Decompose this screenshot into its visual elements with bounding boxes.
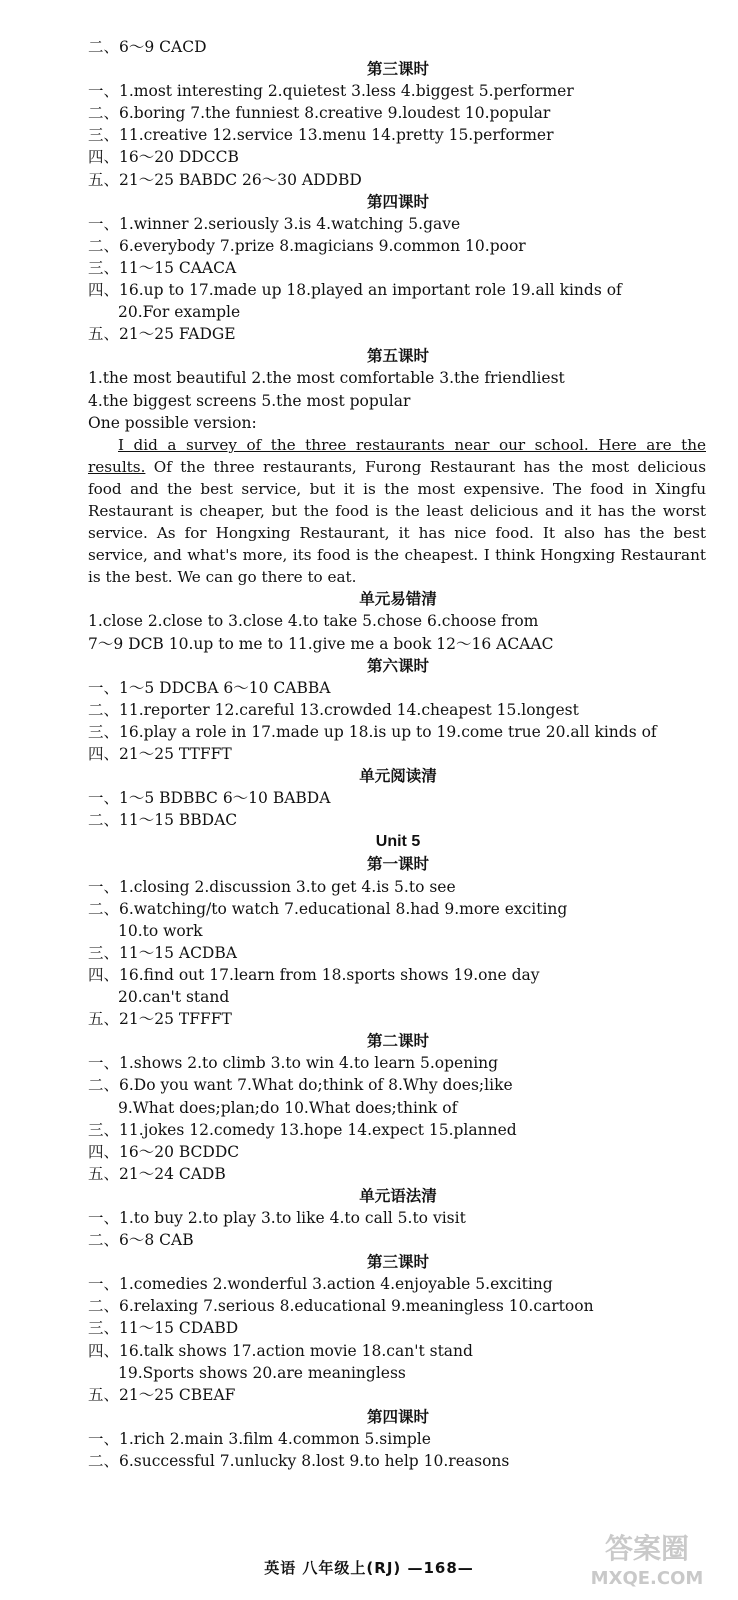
answer-line: 7～9 DCB 10.up to me to 11.give me a book 12～16 ACAAC [88, 634, 554, 653]
watermark-bottom-text: MXQE.COM [590, 1568, 704, 1589]
answer-line: 四、16.up to 17.made up 18.played an important role 19.all kinds of [88, 281, 622, 300]
answer-line: 三、11～15 ACDBA [88, 943, 237, 962]
section-heading: 第四课时 [366, 192, 429, 211]
answer-line: 三、11～15 CAACA [88, 258, 237, 277]
answer-line: 二、6.everybody 7.prize 8.magicians 9.common 10.poor [88, 236, 526, 255]
answer-line: 4.the biggest screens 5.the most popular [88, 391, 411, 410]
section-heading: Unit 5 [375, 833, 421, 851]
answer-line-continued: 19.Sports shows 20.are meaningless [118, 1363, 406, 1382]
watermark-top-text: 答案圈 [604, 1532, 690, 1565]
section-heading: 第五课时 [366, 347, 429, 366]
answer-line: 1.the most beautiful 2.the most comfortable 3.the friendliest [88, 369, 565, 388]
answer-line: 一、1～5 BDBBC 6～10 BABDA [88, 789, 331, 808]
answer-line: 二、6.successful 7.unlucky 8.lost 9.to help 10.reasons [88, 1452, 510, 1470]
answer-line: 五、21～25 BABDC 26～30 ADDBD [88, 170, 362, 189]
section-heading: 第四课时 [366, 1407, 429, 1426]
essay-underlined-sentence: I did a survey of the three restaurants near our school. Here are the results. [88, 435, 706, 476]
answer-line: 二、6.relaxing 7.serious 8.educational 9.meaningless 10.cartoon [88, 1297, 594, 1316]
answer-line: 四、16.talk shows 17.action movie 18.can't stand [88, 1341, 473, 1360]
answer-line: 一、1.most interesting 2.quietest 3.less 4.biggest 5.performer [88, 82, 574, 101]
answer-line: 一、1.comedies 2.wonderful 3.action 4.enjoyable 5.exciting [88, 1275, 553, 1294]
answer-line: 一、1～5 DDCBA 6～10 CABBA [88, 678, 331, 697]
answer-line: 一、1.rich 2.main 3.film 4.common 5.simple [88, 1429, 431, 1448]
section-heading: 第三课时 [366, 1253, 429, 1272]
answer-line: 一、1.shows 2.to climb 3.to win 4.to learn 5.opening [88, 1054, 499, 1073]
answer-line: 一、1.closing 2.discussion 3.to get 4.is 5.to see [88, 877, 456, 896]
page-footer: 英语 八年级上(RJ) —168— [264, 1559, 474, 1577]
answer-line: 三、11～15 CDABD [88, 1319, 239, 1338]
answer-line: 三、11.jokes 12.comedy 13.hope 14.expect 15.planned [88, 1120, 517, 1139]
answer-line: 五、21～25 CBEAF [88, 1385, 236, 1404]
section-heading: 第三课时 [366, 60, 429, 79]
answer-line: 五、21～24 CADB [88, 1164, 226, 1183]
answer-line: 四、16.find out 17.learn from 18.sports shows 19.one day [88, 965, 540, 984]
section-heading: 第一课时 [366, 855, 429, 874]
answer-line-continued: 9.What does;plan;do 10.What does;think of [118, 1098, 458, 1117]
answer-line: 二、6～8 CAB [88, 1231, 194, 1250]
answer-line: 二、6.Do you want 7.What do;think of 8.Why does;like [88, 1076, 513, 1095]
answer-line-continued: 10.to work [118, 921, 203, 940]
answer-line: 五、21～25 TFFFT [88, 1010, 232, 1029]
essay-rest: Of the three restaurants, Furong Restaurant has the most delicious food and the best service, but it is the most expensive. The food in Xingfu Restaurant is cheaper, but the food is the least delicious and it has the worst service. As for Hongxing Restaurant, it has nice food. It also has the best service, and what's more, its food is the cheapest. I think Hongxing Restaurant is the best. We can go there to eat. [88, 457, 706, 587]
answer-line: 二、11～15 BBDAC [88, 811, 238, 830]
watermark-logo [572, 1526, 722, 1590]
answer-line: 三、11.creative 12.service 13.menu 14.pretty 15.performer [88, 126, 554, 145]
section-heading: 单元阅读清 [359, 767, 437, 786]
answer-line: 二、6.watching/to watch 7.educational 8.had 9.more exciting [88, 899, 568, 918]
answer-line: 一、1.winner 2.seriously 3.is 4.watching 5.gave [88, 214, 461, 233]
answer-line-continued: 20.For example [118, 303, 241, 322]
answer-line: 四、16～20 BCDDC [88, 1142, 240, 1161]
answer-line: 二、6.boring 7.the funniest 8.creative 9.loudest 10.popular [88, 104, 551, 123]
answer-line: 三、16.play a role in 17.made up 18.is up to 19.come true 20.all kinds of [88, 722, 657, 741]
answer-line: 四、16～20 DDCCB [88, 148, 239, 167]
answer-line: 二、6～9 CACD [88, 38, 207, 56]
answer-line: 五、21～25 FADGE [88, 325, 236, 344]
answer-section-top [88, 36, 708, 434]
answer-line-continued: 20.can't stand [118, 988, 230, 1007]
essay-paragraph [88, 434, 708, 589]
section-heading: 单元语法清 [359, 1186, 437, 1205]
section-heading: 第六课时 [366, 656, 429, 675]
answer-line: 二、11.reporter 12.careful 13.crowded 14.cheapest 15.longest [88, 700, 579, 719]
section-heading: 单元易错清 [359, 590, 437, 609]
answer-line: One possible version: [88, 413, 257, 432]
answer-line: 1.close 2.close to 3.close 4.to take 5.chose 6.choose from [88, 612, 539, 631]
section-heading: 第二课时 [366, 1032, 429, 1051]
answer-section-bottom [88, 588, 708, 1472]
answer-line: 四、21～25 TTFFT [88, 745, 232, 763]
answer-line: 一、1.to buy 2.to play 3.to like 4.to call 5.to visit [88, 1208, 466, 1227]
